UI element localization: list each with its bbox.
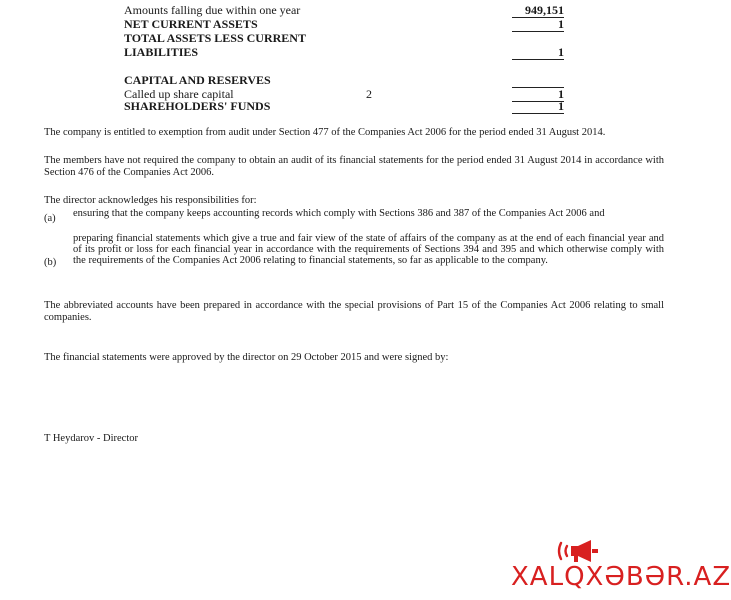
- amount-rule: [512, 87, 564, 88]
- amount-rule: [512, 101, 564, 102]
- bs-label: SHAREHOLDERS' FUNDS: [124, 99, 271, 113]
- watermark-text: XALQXƏBƏR.AZ: [511, 562, 731, 592]
- megaphone-icon: [555, 538, 607, 564]
- amount-rule: [512, 113, 564, 114]
- bs-label: TOTAL ASSETS LESS CURRENT: [124, 31, 306, 45]
- bs-amount: 949,151: [525, 3, 564, 17]
- amount-rule: [512, 31, 564, 32]
- item-b-label: (b): [44, 257, 57, 268]
- item-b-text: preparing financial statements which give a true and fair view of the state of affairs of the company as at the end of each financial year and of its profit or loss for each financial year in accordance with the requirements of Sections 394 and 395 and which otherwise comply with the requirements of the Companies Act 2006 relating to financial statements, so far as applicable to the company.: [73, 233, 664, 266]
- bs-note: 2: [366, 87, 372, 101]
- item-a-label: (a): [44, 213, 56, 224]
- bs-amount: 1: [558, 99, 564, 113]
- signatory: T Heydarov - Director: [44, 433, 138, 444]
- bs-amount: 1: [558, 45, 564, 59]
- watermark-logo: [511, 536, 731, 600]
- amount-rule: [512, 17, 564, 18]
- bs-label: Called up share capital: [124, 87, 234, 101]
- bs-label: CAPITAL AND RESERVES: [124, 73, 271, 87]
- bs-label: Amounts falling due within one year: [124, 3, 301, 17]
- exemption-paragraph: The company is entitled to exemption from audit under Section 477 of the Companies Act 2006 for the period ended 31 August 2014.: [44, 127, 606, 138]
- bs-label: LIABILITIES: [124, 45, 199, 59]
- members-paragraph: The members have not required the company to obtain an audit of its financial statements for the period ended 31 August 2014 in accordance with Section 476 of the Companies Act 2006.: [44, 155, 664, 178]
- responsibilities-intro: The director acknowledges his responsibilities for:: [44, 195, 257, 206]
- bs-label: NET CURRENT ASSETS: [124, 17, 258, 31]
- bs-amount: 1: [558, 87, 564, 101]
- approval-paragraph: The financial statements were approved by the director on 29 October 2015 and were signed by:: [44, 352, 449, 363]
- bs-amount: 1: [558, 17, 564, 31]
- abbreviated-paragraph: The abbreviated accounts have been prepared in accordance with the special provisions of Part 15 of the Companies Act 2006 relating to small companies.: [44, 300, 664, 323]
- item-a-text: ensuring that the company keeps accounting records which comply with Sections 386 and 387 of the Companies Act 2006 and: [73, 208, 605, 219]
- amount-rule: [512, 59, 564, 60]
